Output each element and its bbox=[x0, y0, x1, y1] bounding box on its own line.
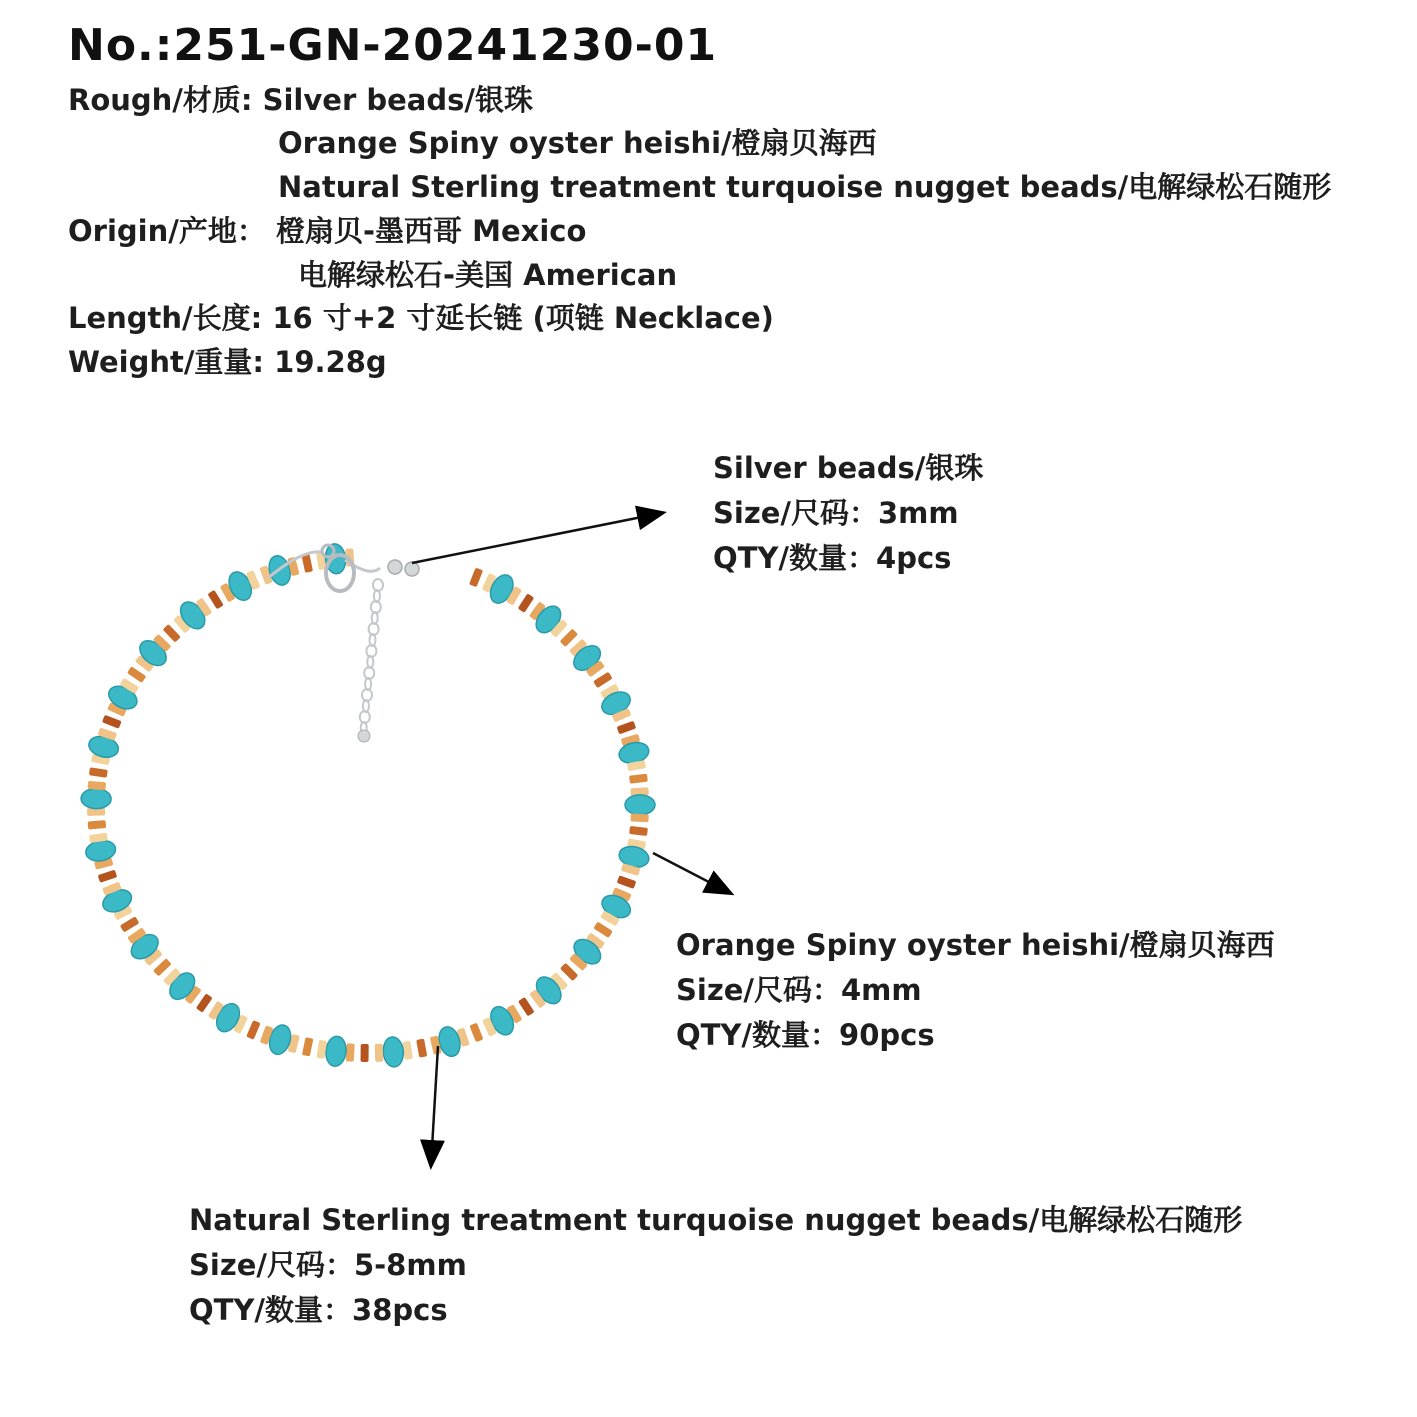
callout-turquoise-size: Size/尺码：5-8mm bbox=[189, 1248, 467, 1282]
heishi-bead bbox=[560, 629, 578, 647]
heishi-bead bbox=[518, 997, 535, 1016]
silver-bead-1 bbox=[388, 560, 402, 574]
rough-item-turquoise: Natural Sterling treatment turquoise nugget beads/电解绿松石随形 bbox=[278, 170, 1332, 204]
callout-spiny-qty: QTY/数量：90pcs bbox=[676, 1018, 935, 1052]
length-label: Length/长度: bbox=[68, 301, 263, 335]
extender-link bbox=[362, 689, 372, 701]
turquoise-nugget-bead bbox=[617, 740, 651, 766]
heishi-bead bbox=[617, 875, 637, 889]
heishi-bead bbox=[518, 593, 535, 612]
turquoise-nugget-bead bbox=[625, 795, 655, 815]
extender-link bbox=[371, 601, 381, 613]
callout-turquoise bbox=[189, 1198, 1242, 1333]
arrow-spiny bbox=[653, 853, 730, 893]
heishi-bead bbox=[469, 1023, 483, 1043]
arrow-turquoise bbox=[431, 1046, 438, 1165]
heishi-bead bbox=[416, 1039, 427, 1058]
heishi-bead bbox=[617, 721, 637, 735]
heishi-bead bbox=[163, 624, 181, 643]
extender-end-bead bbox=[358, 730, 370, 742]
heishi-bead bbox=[375, 1044, 384, 1062]
extender-chain bbox=[358, 579, 383, 742]
turquoise-nugget-bead bbox=[81, 788, 112, 809]
heishi-bead bbox=[88, 781, 107, 791]
turquoise-nugget-bead bbox=[324, 1035, 347, 1067]
heishi-bead bbox=[89, 767, 108, 777]
extender-link bbox=[369, 623, 379, 635]
extender-link bbox=[360, 711, 370, 723]
turquoise-nugget-bead bbox=[382, 1036, 404, 1068]
heishi-bead bbox=[246, 1020, 260, 1040]
extender-link bbox=[364, 667, 374, 679]
callout-turquoise-name: Natural Sterling treatment turquoise nugget beads/电解绿松石随形 bbox=[189, 1203, 1243, 1237]
heishi-bead bbox=[98, 870, 118, 883]
heishi-bead bbox=[120, 916, 140, 932]
weight-label: Weight/重量: bbox=[68, 345, 265, 379]
heishi-bead bbox=[593, 672, 612, 688]
heishi-bead bbox=[629, 826, 648, 836]
heishi-bead bbox=[593, 922, 612, 938]
silver-bead-2 bbox=[405, 562, 419, 576]
callout-silver-size: Size/尺码：3mm bbox=[713, 496, 959, 530]
rough-label: Rough/材质: bbox=[68, 83, 253, 117]
heishi-bead bbox=[207, 590, 223, 610]
rough-item-silver: Silver beads/银珠 bbox=[262, 83, 533, 117]
heishi-bead bbox=[196, 993, 213, 1012]
callout-silver-qty: QTY/数量：4pcs bbox=[713, 541, 952, 575]
product-number: No.:251-GN-20241230-01 bbox=[68, 20, 718, 71]
origin-item-american: 电解绿松石-美国 American bbox=[298, 258, 678, 292]
weight-value: 19.28g bbox=[274, 345, 387, 379]
heishi-bead bbox=[560, 963, 578, 981]
heishi-bead bbox=[346, 1043, 355, 1061]
heishi-bead bbox=[102, 715, 122, 729]
heishi-bead bbox=[630, 813, 648, 822]
heishi-bead bbox=[153, 958, 172, 976]
callout-spiny bbox=[676, 923, 1275, 1058]
turquoise-nugget-bead bbox=[84, 838, 117, 864]
callout-spiny-size: Size/尺码：4mm bbox=[676, 973, 922, 1007]
heishi-bead bbox=[127, 666, 146, 683]
bead-strand bbox=[81, 543, 655, 1068]
heishi-bead bbox=[302, 1037, 313, 1056]
rough-item-spiny: Orange Spiny oyster heishi/橙扇贝海西 bbox=[278, 126, 877, 160]
callout-spiny-name: Orange Spiny oyster heishi/橙扇贝海西 bbox=[676, 928, 1275, 962]
heishi-bead bbox=[469, 568, 483, 588]
callout-silver bbox=[713, 446, 983, 581]
callout-silver-name: Silver beads/银珠 bbox=[713, 451, 984, 485]
heishi-bead bbox=[629, 774, 648, 784]
turquoise-nugget-bead bbox=[617, 844, 651, 870]
extender-link bbox=[373, 579, 383, 591]
callout-turquoise-qty: QTY/数量：38pcs bbox=[189, 1293, 448, 1327]
length-value: 16 寸+2 寸延长链 (项链 Necklace) bbox=[272, 301, 774, 335]
origin-item-mexico: 橙扇贝-墨西哥 Mexico bbox=[275, 214, 587, 248]
arrow-silver bbox=[412, 513, 662, 563]
heishi-bead bbox=[88, 820, 107, 830]
heishi-bead bbox=[361, 1044, 369, 1062]
extender-link bbox=[366, 645, 376, 657]
origin-label: Origin/产地： bbox=[68, 214, 266, 248]
